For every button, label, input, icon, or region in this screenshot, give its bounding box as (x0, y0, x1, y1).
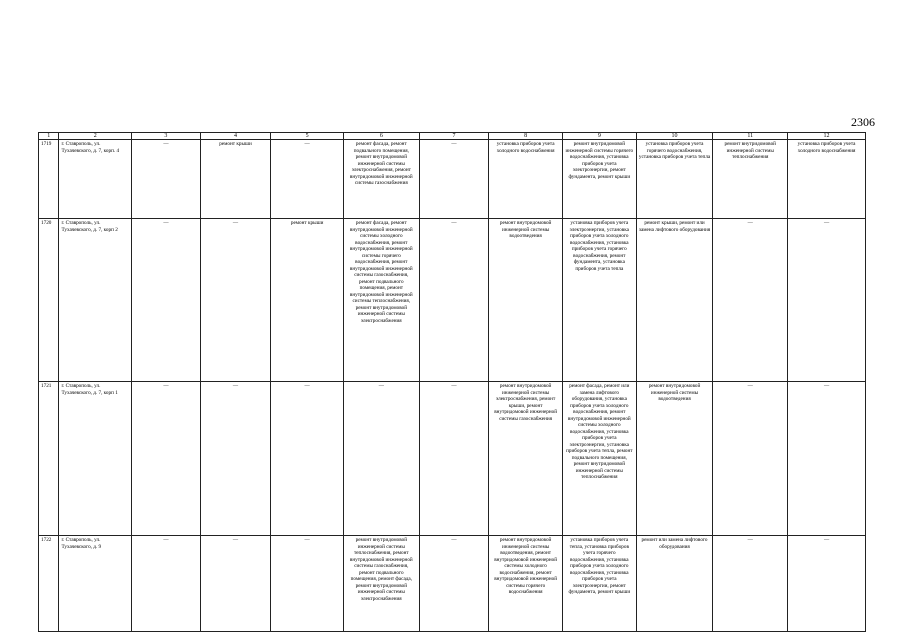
cell-col12: — (788, 536, 866, 632)
cell-col11: ремонт внутридомовой инженерной системы теплоснабжения (713, 140, 788, 219)
table-row (39, 536, 866, 632)
cell-col9: установка приборов учета электроэнергии, установка приборов учета холодного водоснабжения, установка приборов учета горячего водоснабжения, ремонт фундамента, установка приборов учета тепла (562, 219, 636, 382)
cell-col8: ремонт внутридомовой инженерной системы водоотведения, ремонт внутридомовой инженерной системы холодного водоснабжения, ремонт внутридомовой инженерной системы горячего водоснабжения (489, 536, 563, 632)
column-header: 7 (419, 133, 489, 140)
table-row (39, 382, 866, 536)
cell-col5: — (271, 382, 344, 536)
cell-col8: ремонт внутридомовой инженерной системы электроснабжения, ремонт крыши, ремонт внутридомовой инженерной системы газоснабжения (489, 382, 563, 536)
cell-col4: — (200, 382, 271, 536)
cell-col4: ремонт крыши (200, 140, 271, 219)
column-header: 8 (489, 133, 563, 140)
address-cell: г. Ставрополь, ул. Тухачевского, д. 7, корп 2 (59, 219, 132, 382)
cell-col3: — (132, 140, 201, 219)
cell-col11: — (713, 382, 788, 536)
cell-col3: — (132, 219, 201, 382)
cell-col6: ремонт фасада, ремонт внутридомовой инженерной системы холодного водоснабжения, ремонт внутридомовой инженерной системы горячего водоснабжения, ремонт внутридомовой инженерной системы газоснабжения, ремонт подвального помещения, ремонт внутридомовой инженерной системы теплоснабжения, ремонт внутридомовой инженерной системы электроснабжения (343, 219, 419, 382)
cell-col5: — (271, 536, 344, 632)
cell-col12: — (788, 219, 866, 382)
column-header: 4 (200, 133, 271, 140)
cell-col9: ремонт внутридомовой инженерной системы горячего водоснабжения, установка приборов учета электроэнергии, ремонт фундамента, ремонт крыши (562, 140, 636, 219)
row-number: 1721 (39, 382, 59, 536)
table-row (39, 140, 866, 219)
cell-col3: — (132, 536, 201, 632)
cell-col4: — (200, 219, 271, 382)
cell-col3: — (132, 382, 201, 536)
cell-col7: — (419, 219, 489, 382)
column-header: 11 (713, 133, 788, 140)
cell-col12: — (788, 382, 866, 536)
table-row (39, 219, 866, 382)
cell-col11: — (713, 219, 788, 382)
cell-col12: установка приборов учета холодного водоснабжения (788, 140, 866, 219)
cell-col8: ремонт внутридомовой инженерной системы водоотведения (489, 219, 563, 382)
cell-col6: ремонт фасада, ремонт подвального помещения, ремонт внутридомовой инженерной системы электроснабжения, ремонт внутридомовой инженерной системы газоснабжения (343, 140, 419, 219)
cell-col9: ремонт фасада, ремонт или замена лифтового оборудования, установка приборов учета холодного водоснабжения, ремонт внутридомовой инженерной системы холодного водоснабжения, установка приборов учета электроэнергии, установка приборов учета тепла, ремонт подвального помещения, ремонт внутридомовой инженерной системы теплоснабжения (562, 382, 636, 536)
column-header: 5 (271, 133, 344, 140)
cell-col7: — (419, 382, 489, 536)
cell-col10: установка приборов учета горячего водоснабжения, установка приборов учета тепла (636, 140, 713, 219)
cell-col10: ремонт или замена лифтового оборудования (636, 536, 713, 632)
row-number: 1722 (39, 536, 59, 632)
column-header: 1 (39, 133, 59, 140)
column-header: 3 (132, 133, 201, 140)
column-header: 12 (788, 133, 866, 140)
address-cell: г. Ставрополь, ул. Тухачевского, д. 7, корп. 4 (59, 140, 132, 219)
row-number: 1720 (39, 219, 59, 382)
capital-repair-table (38, 132, 866, 632)
column-header: 2 (59, 133, 132, 140)
column-header: 10 (636, 133, 713, 140)
cell-col7: — (419, 140, 489, 219)
cell-col11: — (713, 536, 788, 632)
cell-col5: — (271, 140, 344, 219)
cell-col5: ремонт крыши (271, 219, 344, 382)
cell-col6: — (343, 382, 419, 536)
address-cell: г. Ставрополь, ул. Тухачевского, д. 9 (59, 536, 132, 632)
cell-col9: установка приборов учета тепла, установка приборов учета горячего водоснабжения, установка приборов учета холодного водоснабжения, установка приборов учета электроэнергии, ремонт фундамента, ремонт крыши (562, 536, 636, 632)
column-header: 9 (562, 133, 636, 140)
cell-col10: ремонт крыши, ремонт или замена лифтового оборудования (636, 219, 713, 382)
cell-col8: установка приборов учета холодного водоснабжения (489, 140, 563, 219)
row-number: 1719 (39, 140, 59, 219)
page-number: 2306 (851, 115, 875, 129)
cell-col4: — (200, 536, 271, 632)
cell-col6: ремонт внутридомовой инженерной системы теплоснабжения, ремонт внутридомовой инженерной системы газоснабжения, ремонт подвального помещения, ремонт фасада, ремонт внутридомовой инженерной системы электроснабжения (343, 536, 419, 632)
header-row (39, 133, 866, 140)
column-header: 6 (343, 133, 419, 140)
cell-col10: ремонт внутридомовой инженерной системы водоотведения (636, 382, 713, 536)
address-cell: г. Ставрополь, ул. Тухачевского, д. 7, корп 1 (59, 382, 132, 536)
cell-col7: — (419, 536, 489, 632)
